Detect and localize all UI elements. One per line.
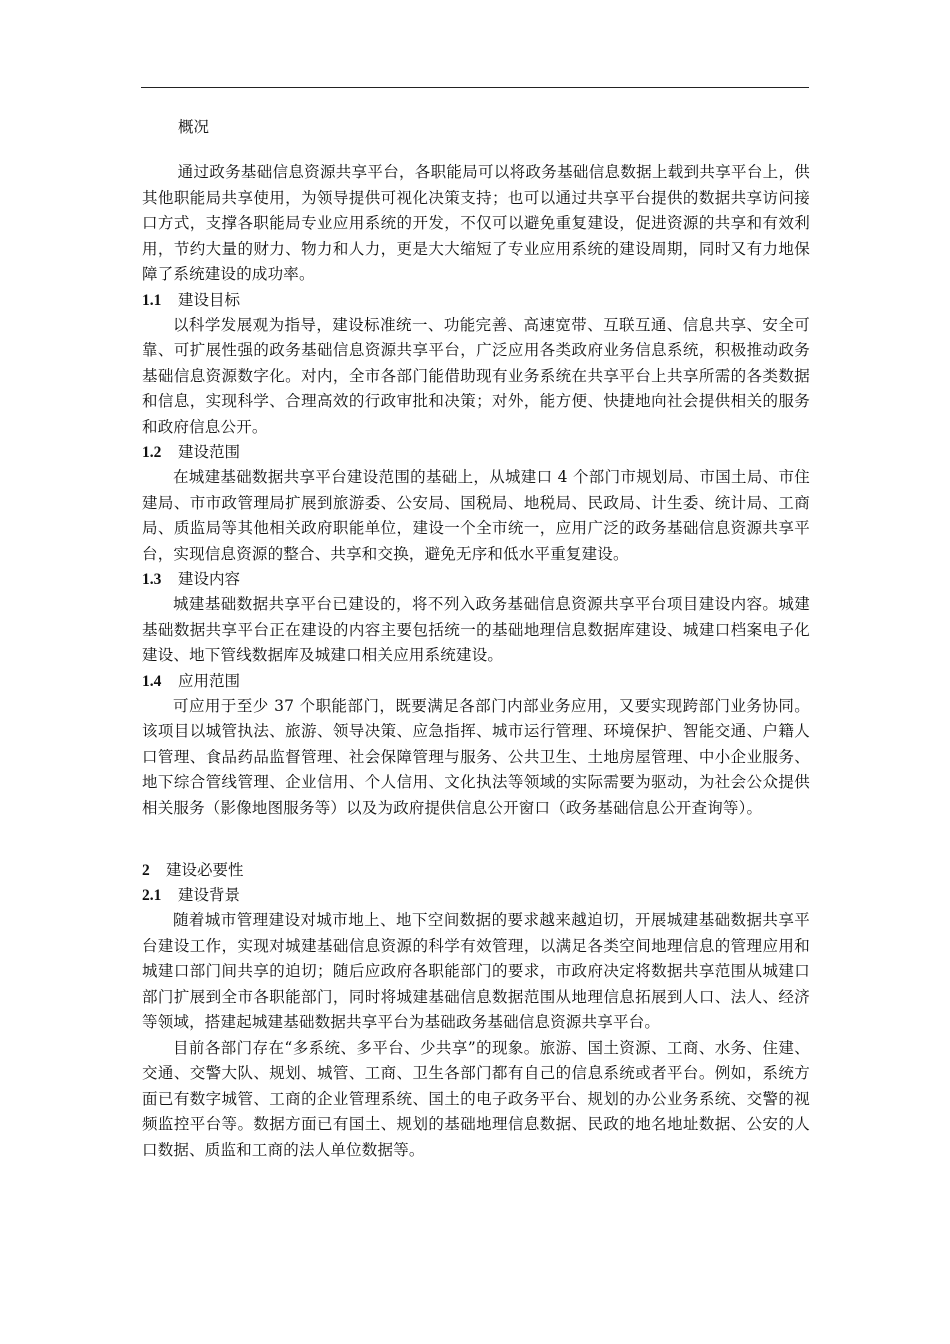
section-number: 1.1 [142,291,162,309]
section-1-4-paragraph: 可应用于至少 37 个职能部门，既要满足各部门内部业务应用，又要实现跨部门业务协同。该项目以城管执法、旅游、领导决策、应急指挥、城市运行管理、环境保护、智能交通、户籍人口管理、食品药品监督管理、社会保障管理与服务、公共卫生、土地房屋管理、中小企业服务、地下综合管线管理、企业信用、个人信用、文化执法等领域的实际需要为驱动，为社会公众提供相关服务（影像地图服务等）以及为政府提供信息公开窗口（政务基础信息公开查询等）。 [142,696,810,817]
section-heading-1-4 [142,669,810,694]
section-1-1-paragraph: 以科学发展观为指导，建设标准统一、功能完善、高速宽带、互联互通、信息共享、安全可靠、可扩展性强的政务基础信息资源共享平台，广泛应用各类政府业务信息系统，积极推动政务基础信息资源数字化。对内，全市各部门能借助现有业务系统在共享平台上共享所需的各类数据和信息，实现科学、合理高效的行政审批和决策；对外，能方便、快捷地向社会提供相关的服务和政府信息公开。 [142,315,810,436]
section-heading-1-3 [142,567,810,592]
chapter-heading-2 [142,858,810,883]
section-title: 建设范围 [178,443,241,461]
overview-paragraph: 通过政务基础信息资源共享平台，各职能局可以将政务基础信息数据上载到共享平台上，供其他职能局共享使用，为领导提供可视化决策支持；也可以通过共享平台提供的数据共享访问接口方式，支撑各职能局专业应用系统的开发，不仅可以避免重复建设，促进资源的共享和有效利用，节约大量的财力、物力和人力，更是大大缩短了专业应用系统的建设周期，同时又有力地保障了系统建设的成功率。 [142,163,810,283]
spacer [142,821,810,858]
document-body [142,114,810,1163]
section-title: 应用范围 [178,671,241,690]
section-heading-1-1 [142,288,810,313]
section-1-2-paragraph: 在城建基础数据共享平台建设范围的基础上，从城建口 4 个部门市规划局、市国土局、市住建局、市市政管理局扩展到旅游委、公安局、国税局、地税局、民政局、计生委、统计局、工商局、质监局等其他相关政府职能单位，建设一个全市统一，应用广泛的政务基础信息资源共享平台，实现信息资源的整合、共享和交换，避免无序和低水平重复建设。 [142,468,810,563]
header-rule [141,87,809,88]
section-heading-2-1 [142,883,810,908]
section-2-1-paragraph-1: 随着城市管理建设对城市地上、地下空间数据的要求越来越迫切，开展城建基础数据共享平台建设工作，实现对城建基础信息资源的科学有效管理，以满足各类空间地理信息的管理应用和城建口部门间共享的迫切；随后应政府各职能部门的要求，市政府决定将数据共享范围从城建口部门扩展到全市各职能部门，同时将城建基础信息数据范围从地理信息拓展到人口、法人、经济等领域，搭建起城建基础数据共享平台为基础政务基础信息资源共享平台。 [142,911,810,1031]
chapter-title: 建设必要性 [166,861,244,879]
section-heading-1-2 [142,440,810,465]
section-title: 建设背景 [178,886,241,904]
section-title: 建设目标 [178,290,241,309]
section-number: 1.4 [142,672,162,690]
section-2-1-paragraph-2: 目前各部门存在“多系统、多平台、少共享”的现象。旅游、国土资源、工商、水务、住建、交通、交警大队、规划、城管、工商、卫生各部门都有自己的信息系统或者平台。例如，系统方面已有数字城管、工商的企业管理系统、国土的电子政务平台、规划的办公业务系统、交警的视频监控平台等。数据方面已有国土、规划的基础地理信息数据、民政的地名地址数据、公安的人口数据、质监和工商的法人单位数据等。 [142,1038,810,1159]
section-number: 1.3 [142,571,162,588]
chapter-number: 2 [142,862,150,879]
section-number: 2.1 [142,887,162,904]
section-1-3-paragraph: 城建基础数据共享平台已建设的，将不列入政务基础信息资源共享平台项目建设内容。城建基础数据共享平台正在建设的内容主要包括统一的基础地理信息数据库建设、城建口档案电子化建设、地下管线数据库及城建口相关应用系统建设。 [142,595,810,664]
section-number: 1.2 [142,444,162,461]
overview-title: 概况 [178,118,210,136]
section-title: 建设内容 [178,570,241,588]
